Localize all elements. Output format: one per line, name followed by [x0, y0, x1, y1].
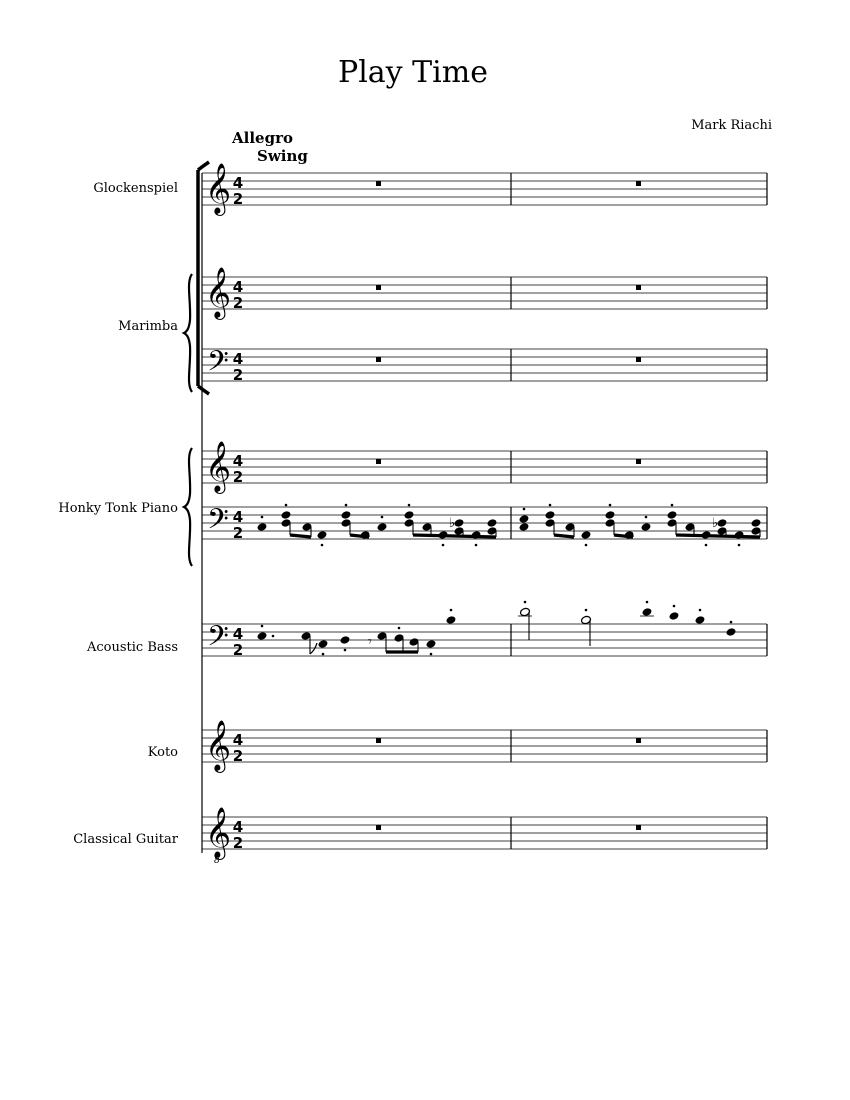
time-sig-beats: 4 [232, 452, 244, 470]
note-head [669, 611, 680, 621]
beam [676, 535, 760, 537]
time-sig-unit: 2 [232, 524, 244, 542]
time-sig-beats: 4 [232, 818, 244, 836]
staccato-dot [475, 544, 478, 547]
note-head [581, 530, 592, 540]
staccato-dot [645, 516, 648, 519]
staff-acoustic-bass [202, 624, 767, 656]
note-head [317, 530, 328, 540]
note-head [454, 518, 465, 528]
barlines [511, 173, 767, 849]
staff-classical-guitar [202, 817, 767, 849]
note-head [751, 518, 762, 528]
note-head [377, 522, 388, 532]
flat-accidental: ♭ [712, 516, 719, 531]
time-sig-beats: 4 [232, 278, 244, 296]
time-sig-unit: 2 [232, 366, 244, 384]
staccato-dot [450, 609, 453, 612]
staccato-dot [321, 544, 324, 547]
staves [202, 173, 767, 849]
whole-rest [636, 357, 641, 362]
note-head [667, 510, 678, 520]
eighth-rest-icon: 𝄾 [368, 634, 372, 650]
staccato-dot [671, 504, 674, 507]
staccato-dot [430, 653, 433, 656]
instrument-label-acoustic-bass: Acoustic Bass [87, 640, 178, 655]
time-sig-unit: 2 [232, 747, 244, 765]
note-head [642, 607, 653, 617]
time-sig-unit: 2 [232, 834, 244, 852]
time-signatures [233, 174, 243, 852]
whole-rest [636, 285, 641, 290]
bass-clef-icon: 𝄢 [207, 503, 229, 543]
note-head [257, 522, 268, 532]
flat-accidental: ♭ [449, 516, 456, 531]
staccato-dot [523, 508, 526, 511]
staccato-dot [646, 601, 649, 604]
time-sig-beats: 4 [232, 350, 244, 368]
note-head [340, 635, 351, 645]
bass-clef-icon: 𝄢 [207, 620, 229, 660]
staff-glockenspiel [202, 173, 767, 205]
staccato-dot [730, 621, 733, 624]
treble-clef-icon: 𝄞 [205, 267, 232, 318]
staccato-dot [673, 605, 676, 608]
whole-rest [636, 459, 641, 464]
staccato-dot [524, 601, 527, 604]
staff-piano-treble [202, 451, 767, 483]
note-head [545, 510, 556, 520]
whole-rest [376, 459, 381, 464]
staccato-dot [705, 544, 708, 547]
time-sig-beats: 4 [232, 731, 244, 749]
piano-brace [184, 448, 192, 566]
instrument-label-marimba: Marimba [118, 319, 178, 334]
treble-clef-icon: 𝄞 [205, 441, 232, 492]
note-head [446, 615, 457, 625]
instrument-label-classical-guitar: Classical Guitar [73, 832, 178, 847]
note-head [641, 522, 652, 532]
staccato-dot [345, 504, 348, 507]
instrument-label-koto: Koto [147, 745, 178, 760]
treble-clef-icon: 𝄞 [205, 163, 232, 214]
staccato-dot [344, 649, 347, 652]
staccato-dot [381, 516, 384, 519]
time-sig-beats: 4 [232, 174, 244, 192]
staccato-dot [322, 653, 325, 656]
time-sig-unit: 2 [232, 468, 244, 486]
note-head [695, 615, 706, 625]
beam [413, 535, 496, 537]
treble-clef-icon: 𝄞 [205, 807, 232, 858]
staccato-dot [585, 609, 588, 612]
note-head [341, 510, 352, 520]
staccato-dot [549, 504, 552, 507]
time-sig-beats: 4 [232, 508, 244, 526]
time-sig-unit: 2 [232, 294, 244, 312]
note-head [519, 514, 530, 524]
note-head [404, 510, 415, 520]
note-head [281, 510, 292, 520]
note-head [519, 522, 530, 532]
instrument-label-glockenspiel: Glockenspiel [93, 181, 178, 196]
whole-rest [636, 738, 641, 743]
whole-rest [376, 825, 381, 830]
note-head [726, 627, 737, 637]
whole-rest [376, 285, 381, 290]
time-sig-beats: 4 [232, 625, 244, 643]
note-flag [310, 643, 317, 654]
tempo-marking: Allegro [232, 129, 293, 147]
staccato-dot [442, 544, 445, 547]
staccato-dot [272, 635, 275, 638]
staccato-dot [585, 544, 588, 547]
staccato-dot [261, 625, 264, 628]
note-head [717, 518, 728, 528]
staccato-dot [738, 544, 741, 547]
time-sig-unit: 2 [232, 190, 244, 208]
time-sig-unit: 2 [232, 641, 244, 659]
staccato-dot [398, 627, 401, 630]
staccato-dot [285, 504, 288, 507]
staccato-dot [261, 516, 264, 519]
bass-clef-icon: 𝄢 [207, 345, 229, 385]
note-head [257, 631, 268, 641]
clef-octave-mark: 8 [214, 856, 220, 866]
score-title: Play Time [338, 55, 488, 90]
composer: Mark Riachi [691, 118, 772, 133]
whole-rest [636, 181, 641, 186]
note-head [605, 510, 616, 520]
beam [350, 535, 369, 537]
marimba-brace [184, 274, 192, 392]
note-head [487, 518, 498, 528]
notes [257, 504, 762, 656]
staff-koto [202, 730, 767, 762]
beam [554, 535, 574, 537]
instrument-label-piano: Honky Tonk Piano [58, 501, 178, 516]
note-head [318, 639, 329, 649]
beam [290, 535, 311, 537]
beam [614, 535, 633, 537]
treble-clef-icon: 𝄞 [205, 720, 232, 771]
note-head [426, 639, 437, 649]
staff-marimba-bass [202, 349, 767, 381]
whole-rests [376, 181, 641, 830]
whole-rest [376, 738, 381, 743]
whole-rest [636, 825, 641, 830]
whole-rest [376, 357, 381, 362]
staccato-dot [408, 504, 411, 507]
staccato-dot [609, 504, 612, 507]
tempo-style: Swing [257, 147, 308, 165]
whole-rest [376, 181, 381, 186]
staccato-dot [699, 609, 702, 612]
clefs [205, 163, 231, 866]
staff-marimba-treble [202, 277, 767, 309]
